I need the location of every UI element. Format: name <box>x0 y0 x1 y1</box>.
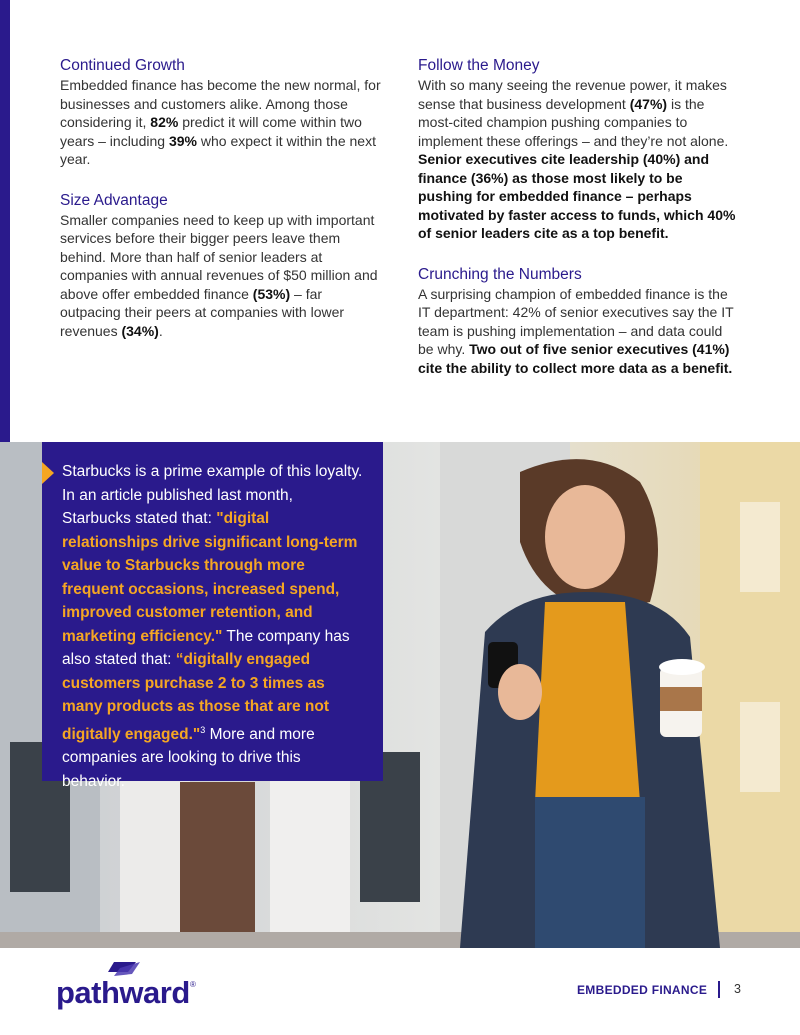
body-text: Starbucks is a prime example of this loyalty. In an article published last month, Starbucks stated that: <box>62 463 363 527</box>
bold-text: Two out of five senior executives (41%) cite the ability to collect more data as a benefit. <box>418 341 733 376</box>
section-size-advantage <box>60 191 386 341</box>
right-column <box>418 56 738 399</box>
starbucks-quote-callout <box>42 442 383 790</box>
section-heading: Crunching the Numbers <box>418 265 582 283</box>
body-text: Embedded finance has become the new normal, for businesses and customers alike. Among those considering it, <box>60 77 381 130</box>
section-heading: Size Advantage <box>60 191 168 209</box>
footnote-ref: 3 <box>200 724 206 735</box>
section-body <box>418 76 738 243</box>
body-text: A surprising champion of embedded finance is the IT department: 42% of senior executives say the IT team is pushing implementation – and data could be why. <box>418 285 734 357</box>
callout-arrow-icon <box>42 462 54 484</box>
bold-text: 82% <box>150 114 179 130</box>
body-text: . <box>158 322 163 339</box>
highlighted-quote: "digital relationships drive significant long-term value to Starbucks through more frequent occasions, increased spend, improved customer retention, and marketing efficiency." <box>62 510 358 645</box>
section-continued-growth <box>60 56 386 169</box>
section-heading: Follow the Money <box>418 57 540 74</box>
left-column <box>60 56 386 362</box>
bold-text: (53%) <box>252 285 291 302</box>
registered-mark: ® <box>190 980 196 989</box>
body-text: who expect it within the next year. <box>60 132 376 167</box>
footer-label: EMBEDDED FINANCE <box>577 983 708 997</box>
body-text: More and more companies are looking to drive this behavior. <box>62 725 315 790</box>
bold-text: (34%) <box>121 322 159 339</box>
pathward-wordmark: pathward <box>56 975 190 1010</box>
body-text: The company has also stated that: <box>62 627 350 668</box>
page-number: 3 <box>734 982 741 996</box>
bold-text: 39% <box>168 132 197 149</box>
callout-text <box>62 460 363 793</box>
section-body <box>60 211 386 341</box>
section-crunching-the-numbers <box>418 265 738 378</box>
highlighted-quote: “digitally engaged customers purchase 2 to 3 times as many products as those that are not digitally engaged." <box>62 651 329 743</box>
section-heading: Continued Growth <box>60 57 185 74</box>
bold-text: (47%) <box>629 95 668 112</box>
body-text: predict it will come within two years – including <box>60 114 362 149</box>
body-text: is the most-cited champion pushing companies to implement these offerings – and they’re not alone. <box>418 95 729 149</box>
footer-divider <box>718 981 720 998</box>
bold-text: Senior executives cite leadership (40%) and finance (36%) as those most likely to be pushing for embedded finance – perhaps motivated by faster access to funds, which 40% of senior leaders cite as a top benefit. <box>418 151 736 241</box>
body-text: With so many seeing the revenue power, it makes sense that business development <box>418 77 727 112</box>
section-body <box>418 285 738 378</box>
body-text: – far outpacing their peers at companies with lower revenues <box>60 285 345 339</box>
section-body <box>60 76 386 169</box>
section-follow-the-money <box>418 56 738 243</box>
body-text: Smaller companies need to keep up with important services before their bigger peers leave them behind. More than half of senior leaders at companies with annual revenues of $50 million and above offer embedded finance <box>60 211 378 302</box>
